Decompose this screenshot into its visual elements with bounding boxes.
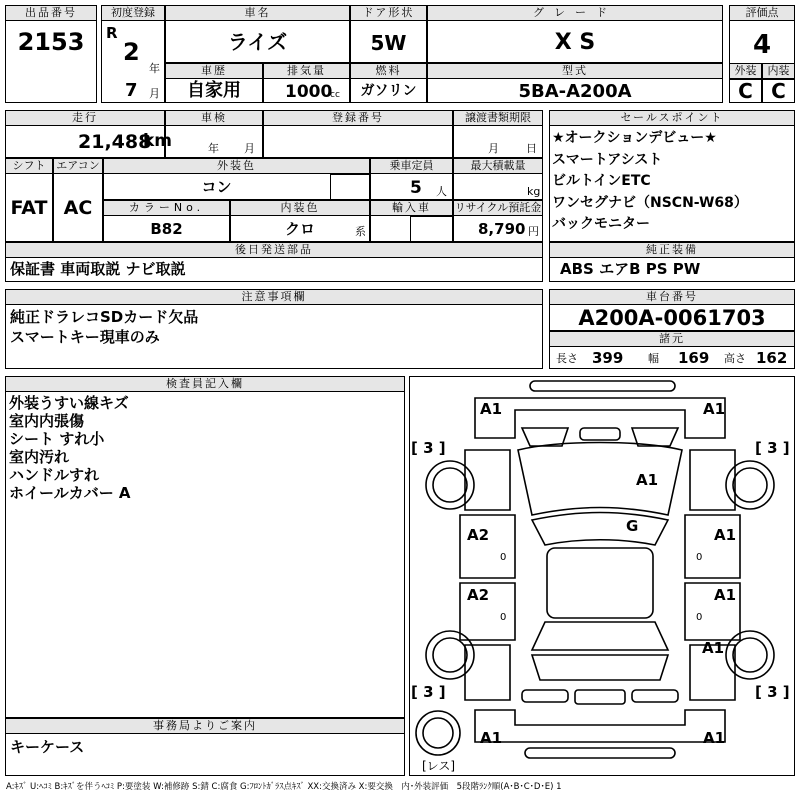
sales-point-item: スマートアシスト [552, 151, 663, 168]
width: 169 [678, 349, 710, 367]
caution-label: 注意事項欄 [5, 289, 543, 305]
inspector-item: 外装うすい線キズ [9, 394, 129, 412]
capacity: 5 [410, 178, 422, 198]
import-label: 輸入車 [370, 200, 453, 216]
capacity-unit: 人 [436, 185, 447, 198]
sales-point-item: バックモニター [552, 216, 650, 232]
tire-rr: [ 3 ] [755, 683, 790, 701]
height: 162 [756, 349, 788, 367]
shift-label: シフト [5, 158, 53, 174]
transfer-label: 譲渡書類期限 [453, 110, 543, 126]
grade-label: グレード [427, 5, 723, 21]
recycle: 8,790 [478, 220, 526, 238]
transfer-day-unit: 日 [526, 142, 537, 155]
inspector-item: シート すれ小 [9, 430, 105, 448]
door-zero-lf: 0 [500, 552, 507, 563]
color-no: B82 [150, 220, 183, 238]
door-zero-rr: 0 [696, 612, 703, 623]
mark-rear-right: A1 [703, 729, 726, 747]
door-label: ドア形状 [350, 5, 427, 21]
sales-point-item: ワンセグナビ（NSCN-W68） [552, 194, 748, 211]
load-unit: kg [527, 185, 541, 198]
lot-no-label: 出品番号 [5, 5, 97, 21]
inspector-item: 室内内張傷 [9, 412, 85, 430]
year-unit: 年 [149, 62, 160, 75]
inspector-label: 検査員記入欄 [5, 376, 405, 392]
color: コン [201, 178, 232, 196]
spare-tire-label: [レス] [422, 759, 456, 773]
model-label: 型式 [427, 63, 723, 79]
mark-right-rear-door: A1 [714, 586, 737, 604]
office-note: キーケース [10, 738, 85, 756]
recycle-unit: 円 [528, 225, 539, 238]
inspection-month-unit: 月 [244, 142, 255, 155]
sales-points-list [552, 128, 748, 236]
displacement: 1000 [285, 82, 333, 102]
mark-right-front-door: A1 [714, 526, 737, 544]
color-subcell [330, 174, 370, 200]
first-reg-label: 初度登録 [101, 5, 165, 21]
score: 4 [752, 30, 772, 60]
fuel: ガソリン [360, 83, 417, 99]
mileage: 21,488 [78, 131, 152, 153]
height-label: 高さ [724, 352, 746, 365]
car-name: ライズ [227, 30, 288, 54]
door-zero-lr: 0 [500, 612, 507, 623]
length-label: 長さ [556, 352, 578, 365]
history-label: 車歴 [165, 63, 263, 79]
inspector-item: ハンドルすれ [9, 466, 100, 484]
tire-fr: [ 3 ] [755, 439, 790, 457]
caution-item: スマートキー現車のみ [10, 328, 160, 346]
width-label: 幅 [648, 352, 659, 365]
mark-bonnet: A1 [636, 471, 659, 489]
model: 5BA-A200A [518, 81, 632, 102]
month-unit: 月 [149, 87, 160, 100]
load-label: 最大積載量 [453, 158, 543, 174]
mark-windshield: G [626, 517, 639, 535]
legend: A:ｷｽﾞ U:ﾍｺﾐ B:ｷｽﾞを伴うﾍｺﾐ P:要塗装 W:補修跡 S:錆 C:腐食 G:ﾌﾛﾝﾄｶﾞﾗｽ点ｷｽﾞ XX:交換済み X:要交換 内･外装評価 5段階ﾗﾝｸ順(A･B･C･D･E) 1 [6, 782, 562, 792]
door: 5W [370, 31, 407, 55]
caution-list [10, 307, 198, 347]
specs-label: 諸元 [549, 331, 795, 347]
era: R [106, 24, 118, 42]
displacement-label: 排気量 [263, 63, 350, 79]
color-label: 外装色 [103, 158, 370, 174]
later-parts-label: 後日発送部品 [5, 242, 543, 258]
standard-equipment: ABS エアB PS PW [560, 260, 701, 278]
mark-front-right: A1 [703, 400, 726, 418]
reg-no-label: 登録番号 [263, 110, 453, 126]
first-reg-year: 2 [123, 38, 140, 66]
score-label: 評価点 [729, 5, 795, 21]
displacement-unit: cc [330, 90, 340, 100]
interior-color: クロ [284, 220, 315, 238]
capacity-label: 乗車定員 [370, 158, 453, 174]
fuel-label: 燃料 [350, 63, 427, 79]
recycle-label: リサイクル預託金 [454, 201, 542, 214]
inspection-year-unit: 年 [208, 142, 219, 155]
ext-grade-label: 外装 [729, 63, 762, 79]
inspector-item: 室内汚れ [9, 448, 70, 466]
int-grade: C [771, 79, 786, 103]
car-diagram-box [409, 376, 795, 776]
chassis-no: A200A-0061703 [578, 306, 766, 330]
door-zero-rf: 0 [696, 552, 703, 563]
ext-grade: C [738, 79, 753, 103]
interior-color-unit: 系 [355, 225, 366, 238]
ac-label: エアコン [53, 158, 103, 174]
inspector-item: ホイールカバー A [9, 484, 131, 502]
inspector-list [9, 394, 131, 502]
lot-no: 2153 [17, 28, 85, 56]
int-grade-label: 内装 [762, 63, 795, 79]
color-no-label: カラーNo. [103, 200, 230, 216]
import-subcell [410, 216, 453, 242]
sales-points-label: セールスポイント [549, 110, 795, 126]
chassis-label: 車台番号 [549, 289, 795, 305]
inspection-label: 車検 [165, 110, 263, 126]
tire-fl: [ 3 ] [411, 439, 446, 457]
transfer-month-unit: 月 [488, 142, 499, 155]
mark-left-front-door: A2 [467, 526, 490, 544]
car-name-label: 車名 [165, 5, 350, 21]
tire-rl: [ 3 ] [411, 683, 446, 701]
ac: AC [63, 197, 93, 219]
mileage-unit: km [143, 131, 173, 151]
sales-point-item: ★オークションデビュー★ [552, 130, 717, 146]
first-reg-month: 7 [125, 80, 138, 101]
mark-front-left: A1 [480, 400, 503, 418]
later-parts: 保証書 車両取説 ナビ取説 [10, 260, 186, 278]
sales-point-item: ビルトインETC [552, 173, 651, 189]
interior-color-label: 内装色 [230, 200, 370, 216]
mark-right-rear-fender: A1 [702, 639, 725, 657]
caution-item: 純正ドラレコSDカード欠品 [10, 308, 199, 326]
mark-rear-left: A1 [480, 729, 503, 747]
mileage-label: 走行 [5, 110, 165, 126]
standard-equipment-label: 純正装備 [549, 242, 795, 258]
shift: FAT [10, 197, 48, 219]
length: 399 [592, 349, 624, 367]
mark-left-rear-door: A2 [467, 586, 490, 604]
history: 自家用 [187, 80, 241, 101]
office-label: 事務局よりご案内 [5, 718, 405, 734]
grade: X S [554, 30, 596, 55]
